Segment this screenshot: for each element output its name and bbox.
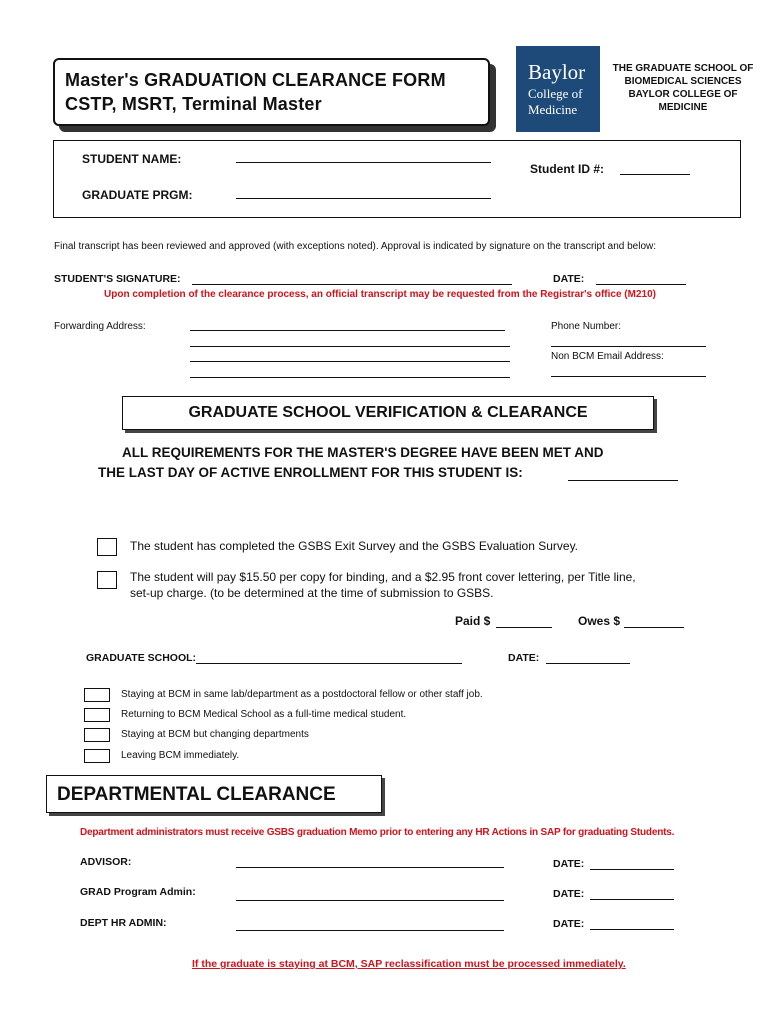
signature-date-label: DATE: xyxy=(553,273,585,285)
grad-program-admin-date-field[interactable] xyxy=(590,899,674,900)
school-name-line: BAYLOR COLLEGE OF xyxy=(628,89,738,100)
option-checkbox-changing-departments[interactable] xyxy=(84,728,110,742)
verification-title-box xyxy=(122,396,654,430)
verification-title: GRADUATE SCHOOL VERIFICATION & CLEARANCE xyxy=(188,404,588,421)
advisor-date-label: DATE: xyxy=(553,858,585,870)
advisor-date-field[interactable] xyxy=(590,869,674,870)
paid-amount-field[interactable] xyxy=(496,627,552,628)
forwarding-address-line-1[interactable] xyxy=(190,330,505,331)
baylor-logo xyxy=(516,46,600,132)
option-text-medical-school: Returning to BCM Medical School as a full-time medical student. xyxy=(121,709,407,720)
dept-hr-admin-date-label: DATE: xyxy=(553,918,585,930)
exit-survey-text: The student has completed the GSBS Exit Survey and the GSBS Evaluation Survey. xyxy=(130,539,579,553)
last-enrollment-date-field[interactable] xyxy=(568,480,678,481)
student-signature-label: STUDENT'S SIGNATURE: xyxy=(54,273,181,285)
student-id-label: Student ID #: xyxy=(530,162,604,176)
sap-reclassification-notice: If the graduate is staying at BCM, SAP reclassification must be processed immediately. xyxy=(192,958,626,970)
graduate-school-label: GRADUATE SCHOOL: xyxy=(86,652,197,664)
logo-line-3: Medicine xyxy=(528,102,578,117)
option-checkbox-leaving[interactable] xyxy=(84,749,110,763)
requirements-line-2: THE LAST DAY OF ACTIVE ENROLLMENT FOR THIS STUDENT IS: xyxy=(98,465,523,480)
school-name-line: THE GRADUATE SCHOOL OF xyxy=(612,63,754,74)
grad-program-admin-label: GRAD Program Admin: xyxy=(80,886,196,898)
forwarding-address-line-2[interactable] xyxy=(190,346,510,347)
transcript-note: Final transcript has been reviewed and approved (with exceptions noted). Approval is indicated by signature on the transcript and below: xyxy=(54,241,657,252)
advisor-signature-field[interactable] xyxy=(236,867,504,868)
transcript-request-notice: Upon completion of the clearance process, an official transcript may be requested from the Registrar's office (M210) xyxy=(104,289,656,300)
owes-label: Owes $ xyxy=(578,614,621,628)
forwarding-address-line-3[interactable] xyxy=(190,361,510,362)
student-name-field[interactable] xyxy=(236,162,491,163)
option-text-leaving: Leaving BCM immediately. xyxy=(121,750,240,761)
advisor-label: ADVISOR: xyxy=(80,856,132,868)
graduate-program-label: GRADUATE PRGM: xyxy=(82,188,193,202)
requirements-line-1: ALL REQUIREMENTS FOR THE MASTER'S DEGREE HAVE BEEN MET AND xyxy=(122,445,604,460)
binding-fee-text-2: set-up charge. (to be determined at the time of submission to GSBS. xyxy=(130,586,494,600)
logo-line-1: Baylor xyxy=(528,60,586,84)
graduate-school-date-field[interactable] xyxy=(546,663,630,664)
paid-label: Paid $ xyxy=(455,614,491,628)
graduate-school-signature-field[interactable] xyxy=(196,663,462,664)
graduate-program-field[interactable] xyxy=(236,198,491,199)
binding-fee-text-1: The student will pay $15.50 per copy for binding, and a $2.95 front cover lettering, per Title line, xyxy=(130,570,636,584)
form-subtitle: CSTP, MSRT, Terminal Master xyxy=(65,94,322,114)
dept-hr-admin-date-field[interactable] xyxy=(590,929,674,930)
graduate-school-date-label: DATE: xyxy=(508,652,540,664)
logo-line-2: College of xyxy=(528,86,583,101)
departmental-title-box xyxy=(46,775,382,813)
student-name-label: STUDENT NAME: xyxy=(82,152,182,166)
forwarding-address-label: Forwarding Address: xyxy=(54,321,146,332)
school-name-line: MEDICINE xyxy=(658,102,708,113)
school-name-line: BIOMEDICAL SCIENCES xyxy=(624,76,742,87)
forwarding-address-line-4[interactable] xyxy=(190,377,510,378)
email-field[interactable] xyxy=(551,376,706,377)
signature-date-field[interactable] xyxy=(596,284,686,285)
grad-program-admin-signature-field[interactable] xyxy=(236,900,504,901)
student-id-field[interactable] xyxy=(620,174,690,175)
option-checkbox-postdoc[interactable] xyxy=(84,688,110,702)
option-checkbox-medical-school[interactable] xyxy=(84,708,110,722)
binding-fee-checkbox[interactable] xyxy=(97,571,117,589)
hr-actions-notice: Department administrators must receive GSBS graduation Memo prior to entering any HR Actions in SAP for graduating Students. xyxy=(80,827,675,838)
dept-hr-admin-signature-field[interactable] xyxy=(236,930,504,931)
student-signature-field[interactable] xyxy=(192,284,512,285)
grad-program-admin-date-label: DATE: xyxy=(553,888,585,900)
phone-number-field[interactable] xyxy=(551,346,706,347)
email-label: Non BCM Email Address: xyxy=(551,351,664,362)
form-title: Master's GRADUATION CLEARANCE FORM xyxy=(65,70,446,90)
school-name xyxy=(608,62,758,114)
dept-hr-admin-label: DEPT HR ADMIN: xyxy=(80,917,167,929)
form-title-box xyxy=(53,58,490,126)
option-text-postdoc: Staying at BCM in same lab/department as a postdoctoral fellow or other staff job. xyxy=(121,689,483,700)
owes-amount-field[interactable] xyxy=(624,627,684,628)
option-text-changing-departments: Staying at BCM but changing departments xyxy=(121,729,309,740)
departmental-title: DEPARTMENTAL CLEARANCE xyxy=(57,784,336,805)
phone-number-label: Phone Number: xyxy=(551,321,622,332)
exit-survey-checkbox[interactable] xyxy=(97,538,117,556)
